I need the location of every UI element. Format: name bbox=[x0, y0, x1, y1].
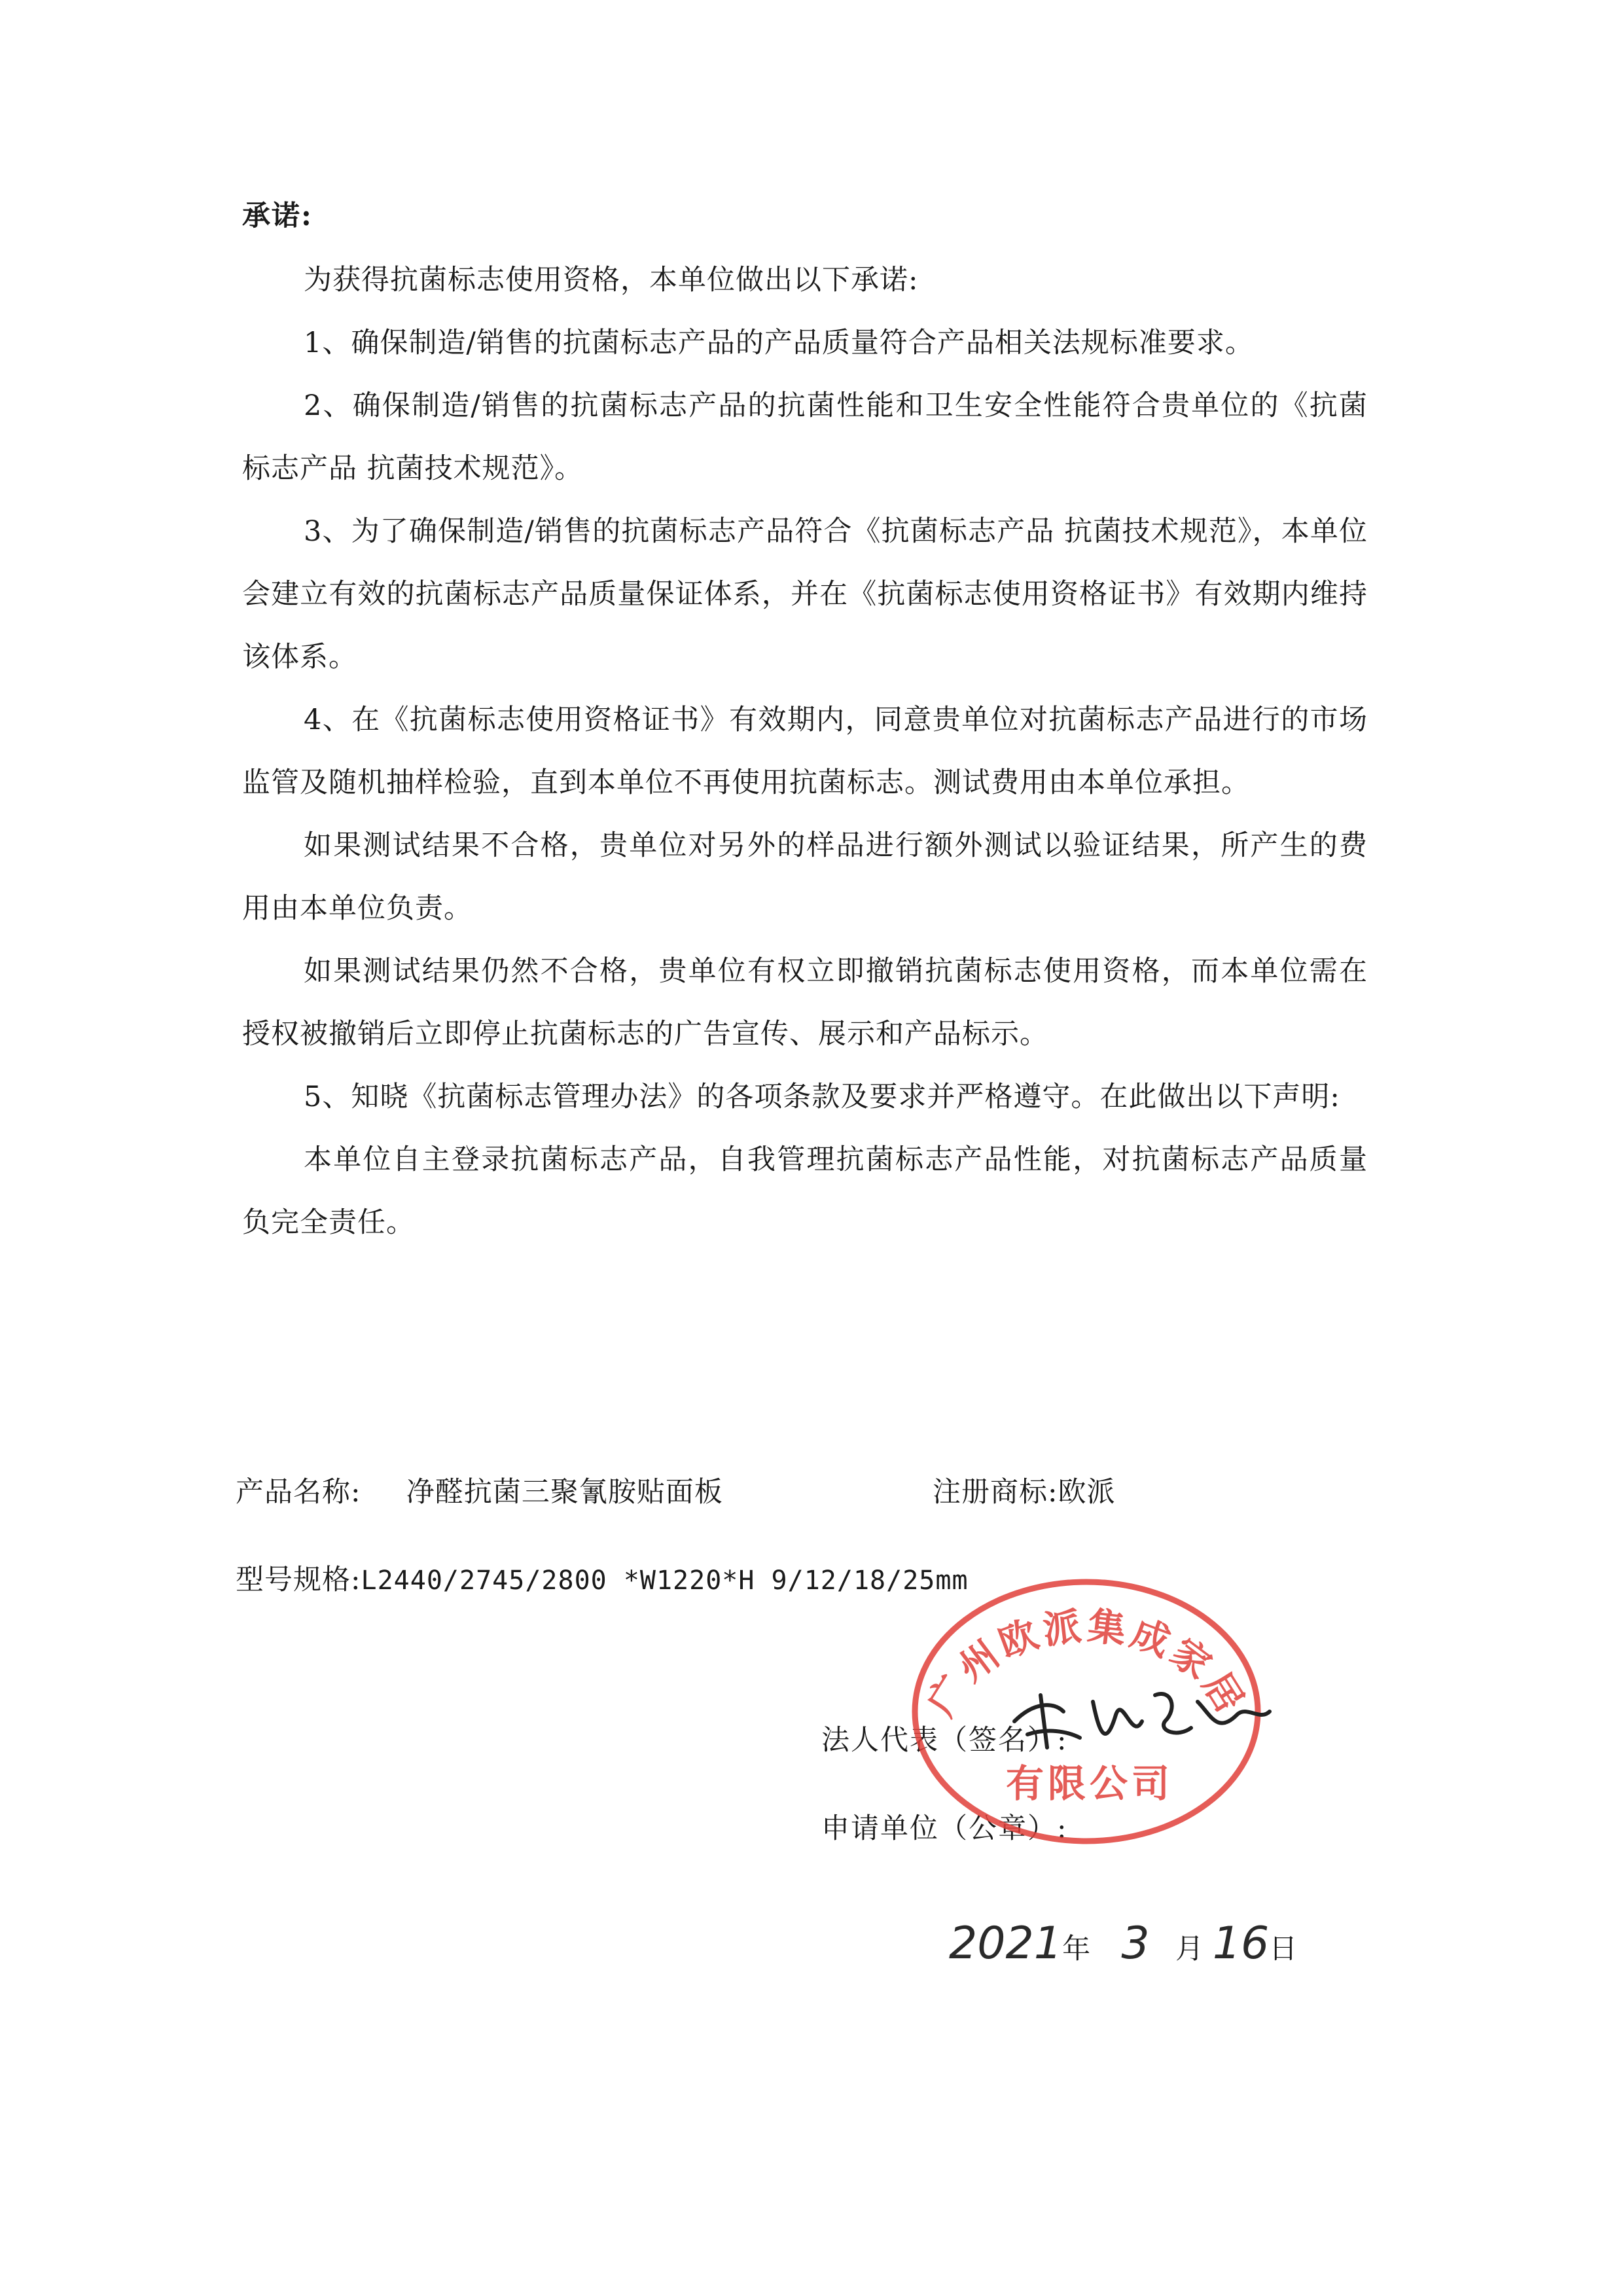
product-name-label: 产品名称: bbox=[236, 1476, 361, 1509]
page-heading: 承诺: bbox=[242, 200, 313, 232]
paragraph-declaration: 本单位自主登录抗菌标志产品，自我管理抗菌标志产品性能，对抗菌标志产品质量负完全责任。 bbox=[242, 1143, 1368, 1239]
paragraph-item-5: 5、知晓《抗菌标志管理办法》的各项条款及要求并严格遵守。在此做出以下声明: bbox=[304, 1081, 1340, 1113]
date-month-char: 月 bbox=[1175, 1933, 1204, 1965]
product-name-value: 净醛抗菌三聚氰胺贴面板 bbox=[406, 1476, 723, 1509]
model-label: 型号规格: bbox=[236, 1564, 361, 1596]
date-year-char: 年 bbox=[1062, 1933, 1091, 1965]
applicant-label: 申请单位（公章）: bbox=[821, 1812, 1068, 1845]
paragraph-item-4: 4、在《抗菌标志使用资格证书》有效期内，同意贵单位对抗菌标志产品进行的市场监管及随机抽样检验，直到本单位不再使用抗菌标志。测试费用由本单位承担。 bbox=[242, 704, 1368, 799]
model-value: L2440/2745/2800 *W1220*H 9/12/18/25mm bbox=[361, 1566, 969, 1596]
paragraph-item-2: 2、确保制造/销售的抗菌标志产品的抗菌性能和卫生安全性能符合贵单位的《抗菌标志产品 抗菌技术规范》。 bbox=[242, 389, 1368, 485]
trademark-row bbox=[933, 1470, 1116, 1510]
legal-rep-label: 法人代表（签名）: bbox=[821, 1724, 1068, 1757]
date-day-char: 日 bbox=[1269, 1933, 1298, 1965]
paragraph-retest: 如果测试结果不合格，贵单位对另外的样品进行额外测试以验证结果，所产生的费用由本单位负责。 bbox=[242, 829, 1368, 925]
svg-text:广州欧派集成家居: 广州欧派集成家居 bbox=[918, 1603, 1255, 1724]
trademark-value: 欧派 bbox=[1058, 1476, 1116, 1509]
paragraph-item-1: 1、确保制造/销售的抗菌标志产品的产品质量符合产品相关法规标准要求。 bbox=[304, 327, 1254, 359]
commitment-body bbox=[242, 249, 1368, 1254]
date-year: 2021 bbox=[949, 1918, 1063, 1969]
signing-date bbox=[949, 1918, 1297, 1969]
model-row bbox=[236, 1558, 969, 1598]
paragraph-item-3: 3、为了确保制造/销售的抗菌标志产品符合《抗菌标志产品 抗菌技术规范》，本单位会建立有效的抗菌标志产品质量保证体系，并在《抗菌标志使用资格证书》有效期内维持该体系。 bbox=[242, 515, 1368, 673]
date-month: 3 bbox=[1121, 1918, 1150, 1969]
trademark-label: 注册商标: bbox=[933, 1476, 1058, 1509]
handwritten-signature bbox=[1001, 1676, 1276, 1767]
date-day: 16 bbox=[1212, 1918, 1270, 1969]
paragraph-revoke: 如果测试结果仍然不合格，贵单位有权立即撤销抗菌标志使用资格，而本单位需在授权被撤销后立即停止抗菌标志的广告宣传、展示和产品标示。 bbox=[242, 955, 1368, 1050]
svg-text:有限公司: 有限公司 bbox=[1005, 1761, 1174, 1806]
product-name-row bbox=[236, 1470, 723, 1510]
paragraph-intro: 为获得抗菌标志使用资格，本单位做出以下承诺: bbox=[304, 264, 919, 296]
